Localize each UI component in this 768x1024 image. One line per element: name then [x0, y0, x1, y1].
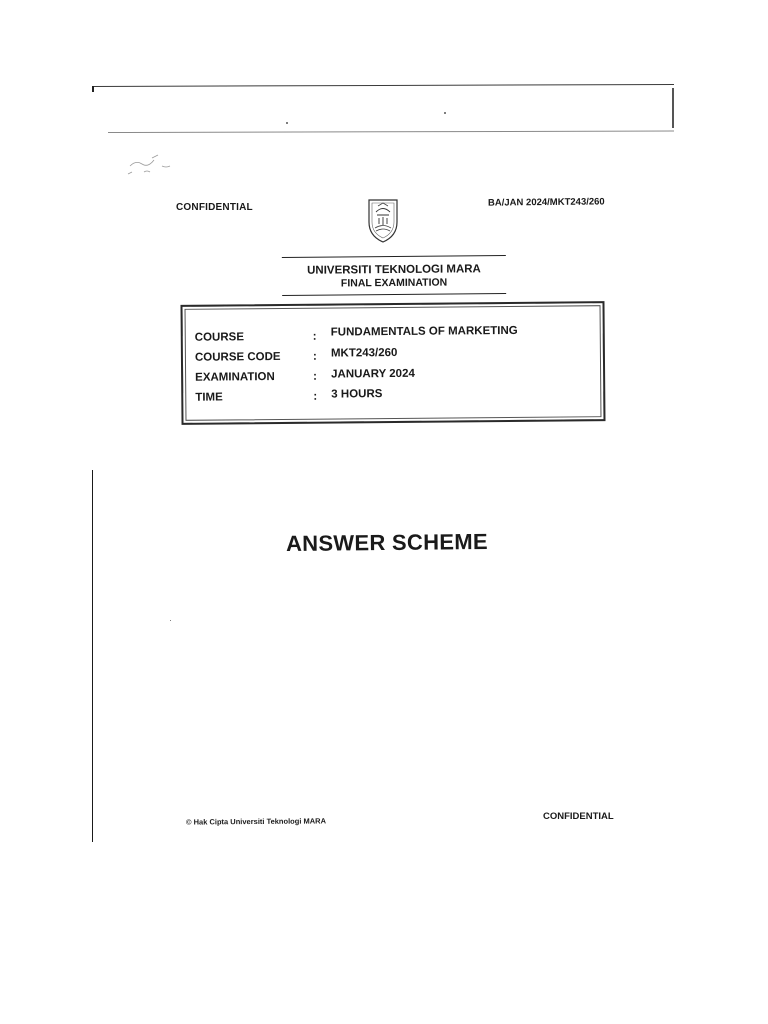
- scan-speck: [170, 620, 171, 621]
- scan-smudge: [122, 152, 182, 178]
- exam-info-box: [180, 301, 605, 425]
- info-label: TIME: [195, 391, 223, 404]
- page-title: ANSWER SCHEME: [285, 528, 489, 557]
- info-separator: :: [313, 390, 318, 403]
- university-heading: [282, 255, 506, 296]
- scan-border-line: [92, 84, 674, 87]
- info-value: JANUARY 2024: [331, 367, 415, 381]
- divider: [282, 255, 506, 258]
- scan-border-line: [108, 131, 674, 133]
- info-separator: :: [312, 350, 317, 363]
- info-label: COURSE: [194, 331, 245, 344]
- info-value: 3 HOURS: [331, 388, 383, 401]
- university-crest-icon: [366, 198, 400, 244]
- info-label: EXAMINATION: [195, 371, 275, 384]
- confidential-label-bottom: CONFIDENTIAL: [543, 811, 614, 822]
- exam-type: FINAL EXAMINATION: [340, 276, 448, 290]
- info-label: COURSE CODE: [194, 350, 281, 364]
- paper-reference-code: BA/JAN 2024/MKT243/260: [487, 196, 605, 209]
- scan-edge-line: [92, 470, 93, 842]
- scan-speck: [286, 122, 288, 124]
- university-name: UNIVERSITI TEKNOLOGI MARA: [307, 263, 481, 277]
- scan-corner-mark: [672, 88, 674, 128]
- scan-corner-mark: [92, 86, 98, 92]
- info-separator: :: [312, 330, 317, 343]
- copyright-notice: © Hak Cipta Universiti Teknologi MARA: [185, 816, 327, 827]
- divider: [282, 293, 506, 296]
- info-value: FUNDAMENTALS OF MARKETING: [330, 324, 518, 339]
- confidential-label-top: CONFIDENTIAL: [176, 202, 253, 213]
- scan-speck: [444, 112, 446, 114]
- info-separator: :: [313, 370, 318, 383]
- info-value: MKT243/260: [330, 346, 398, 360]
